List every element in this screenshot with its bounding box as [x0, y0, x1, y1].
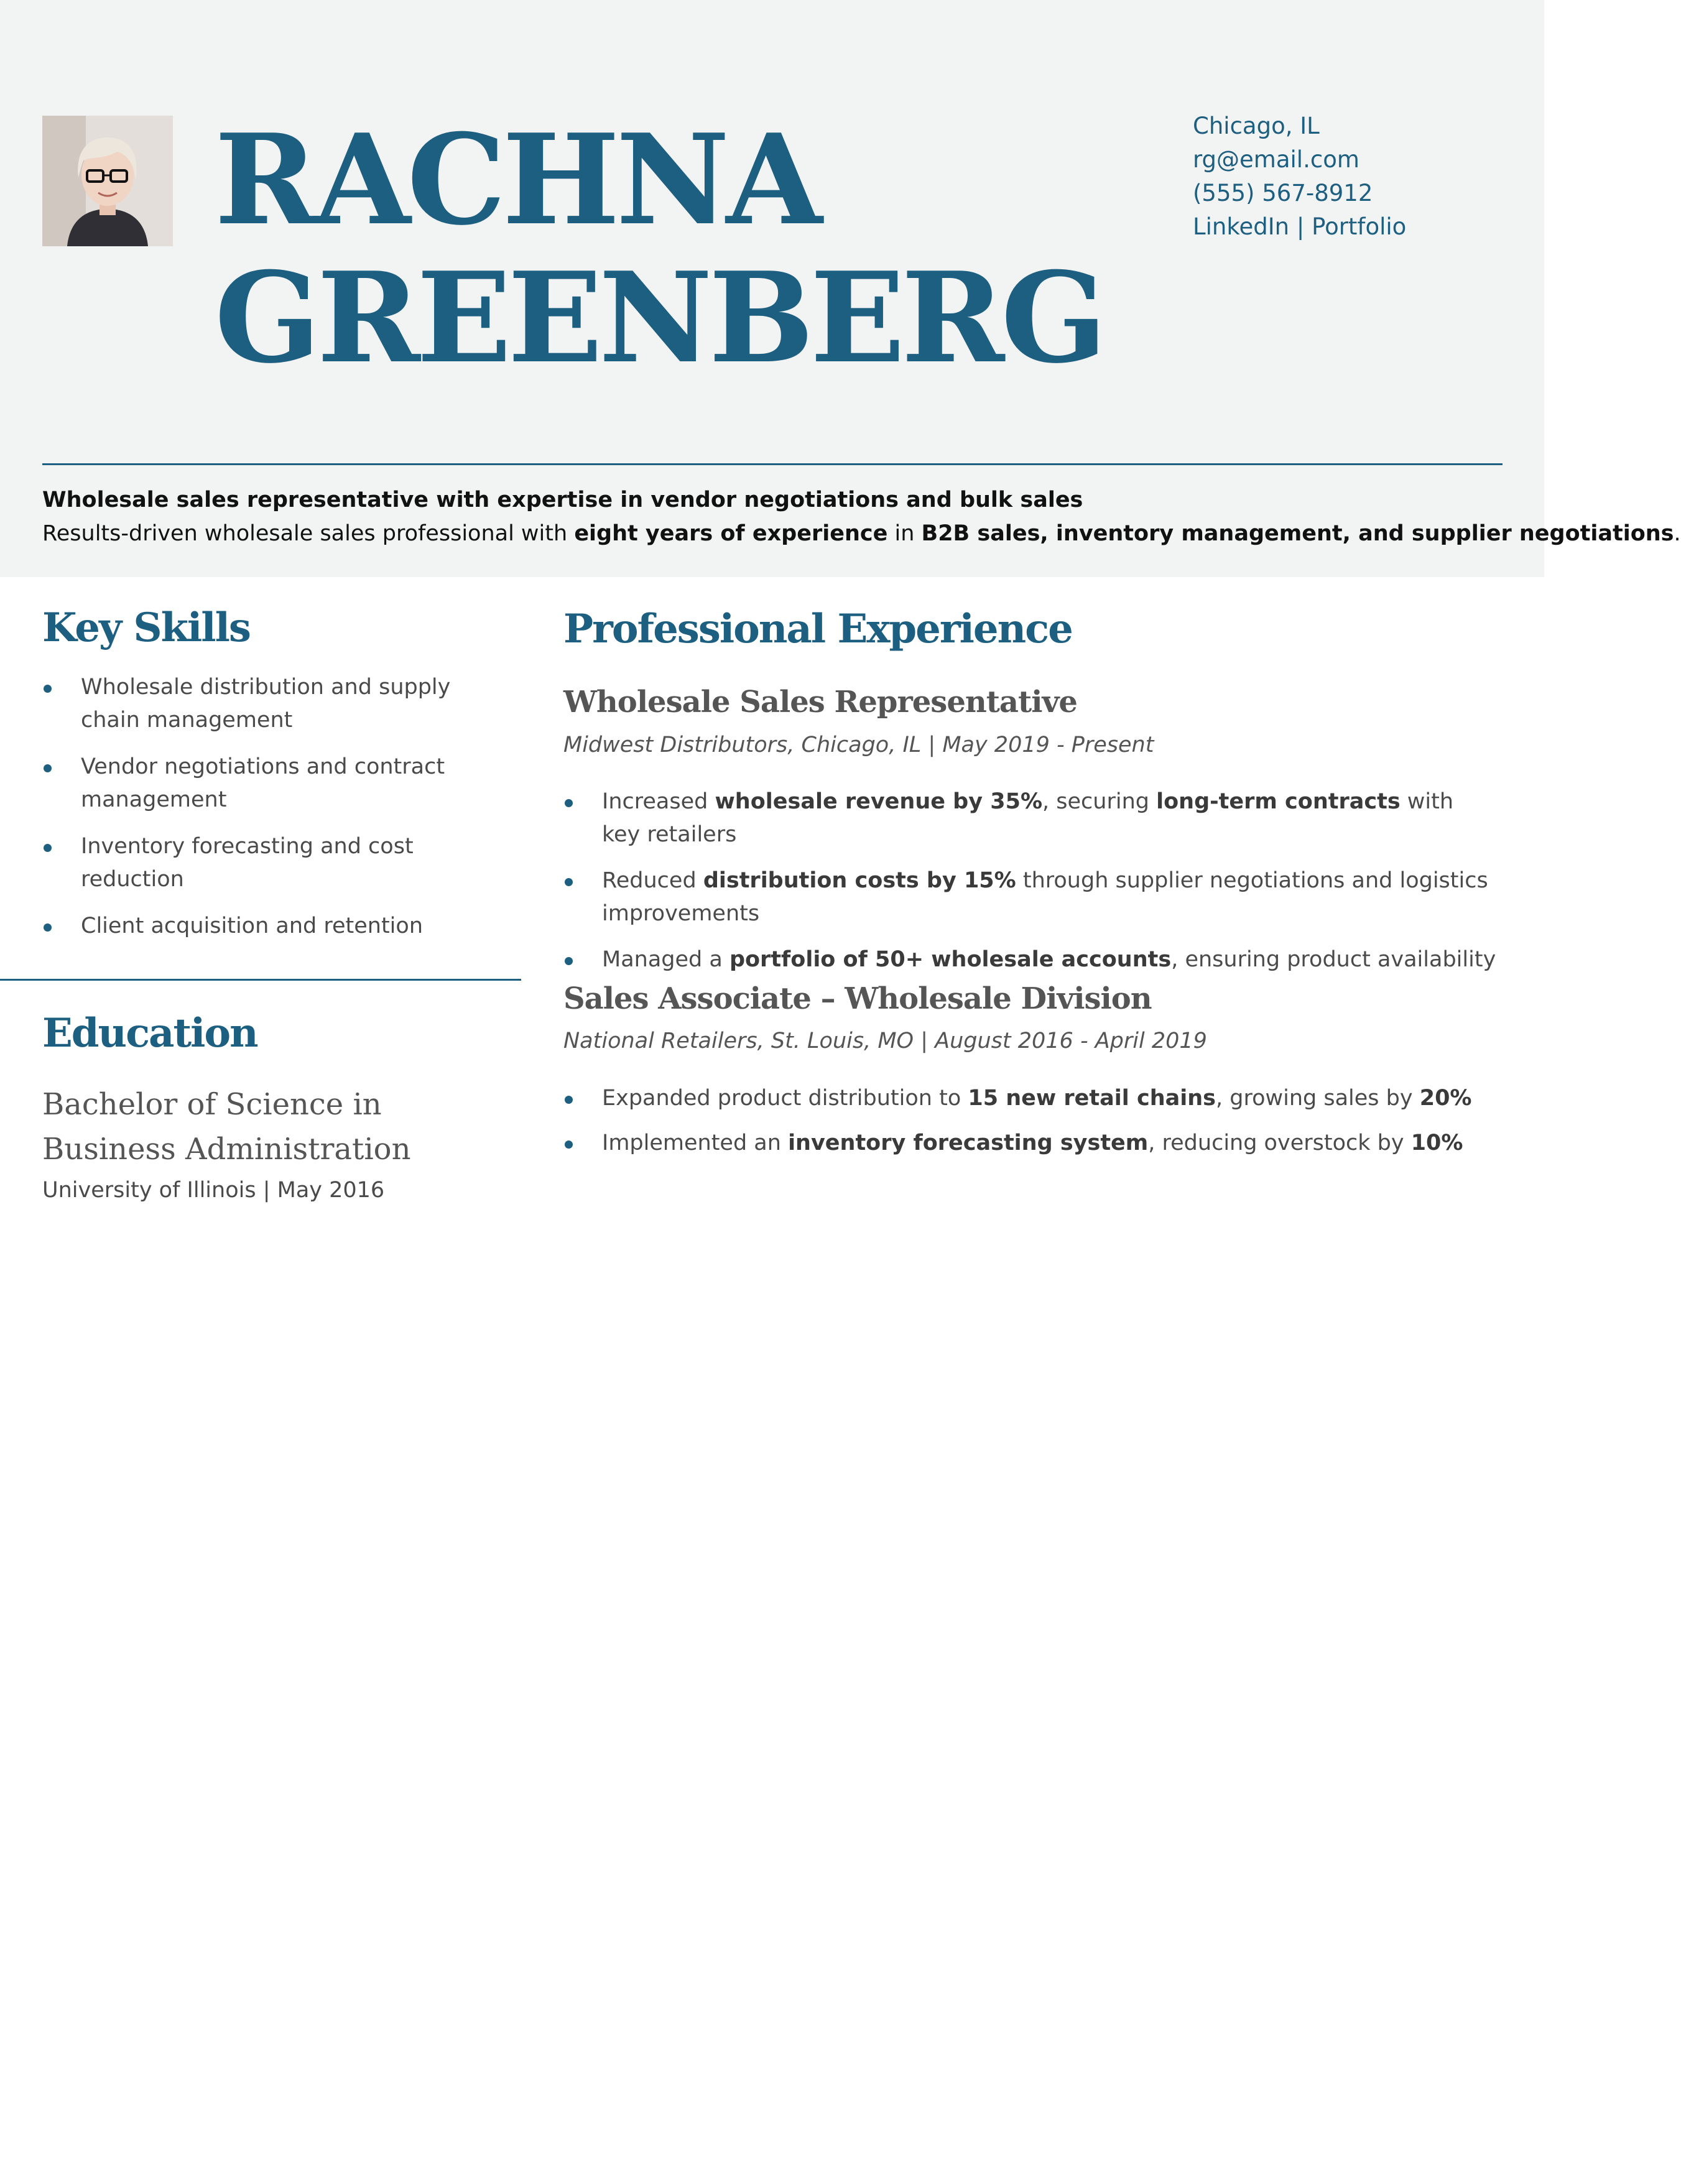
linkedin-link[interactable]: LinkedIn: [1193, 213, 1290, 240]
skill-item: [42, 910, 478, 943]
profile-photo: [42, 116, 173, 246]
bullet-dot: [565, 1096, 573, 1104]
contact-links: [1193, 210, 1406, 244]
header-divider: [42, 463, 1503, 465]
bullet-dot: [565, 1141, 573, 1149]
job-title: Wholesale Sales Representative: [563, 685, 1077, 720]
name-last: GREENBERG: [215, 245, 1104, 391]
job-bullet: [563, 1127, 1496, 1160]
summary-text: [42, 520, 1681, 547]
experience-heading: Professional Experience: [563, 606, 1072, 652]
skill-text: Inventory forecasting and cost reduction: [81, 834, 414, 892]
summary-headline: Wholesale sales representative with expertise in vendor negotiations and bulk sales: [42, 488, 1083, 512]
bullet-dot: [565, 878, 573, 886]
job-bullet: [563, 864, 1496, 930]
bullet-dot: [44, 685, 52, 693]
job-bullet-part: Reduced: [602, 868, 703, 893]
portfolio-link[interactable]: Portfolio: [1312, 213, 1407, 240]
job-bullet-highlight: portfolio of 50+ wholesale accounts: [729, 947, 1172, 972]
job-bullet: [563, 943, 1496, 976]
skill-item: [42, 671, 478, 737]
bullet-dot: [565, 957, 573, 965]
skill-item: [42, 751, 478, 817]
job-bullets: [563, 1082, 1496, 1160]
job-bullet-part: Expanded product distribution to: [602, 1086, 968, 1111]
name-first: RACHNA: [215, 107, 819, 253]
job-bullet-part: Implemented an: [602, 1131, 789, 1155]
bullet-dot: [44, 764, 52, 772]
job-bullet-part: through supplier negotiations and logistics improvements: [602, 868, 1488, 926]
skills-list: [42, 671, 478, 943]
job-bullet: [563, 785, 1496, 851]
summary-text-part: Results-driven wholesale sales professional with: [42, 521, 575, 546]
skill-text: Vendor negotiations and contract management: [81, 754, 445, 812]
job-bullet-part: Managed a: [602, 947, 729, 972]
bullet-dot: [565, 799, 573, 807]
education-heading: Education: [42, 1010, 257, 1057]
header-band: [0, 0, 1681, 577]
job-bullet-highlight: inventory forecasting system: [788, 1131, 1149, 1155]
job-bullet-highlight: wholesale revenue by 35%: [715, 789, 1043, 814]
profile-photo-illustration: [42, 116, 173, 246]
job-bullet-highlight: 20%: [1419, 1086, 1472, 1111]
job-bullet: [563, 1082, 1496, 1115]
job-bullet-highlight: long-term contracts: [1156, 789, 1401, 814]
job-meta: Midwest Distributors, Chicago, IL | May 2019 - Present: [563, 733, 1154, 757]
skill-text: Wholesale distribution and supply chain management: [81, 675, 451, 733]
job-bullet-part: Increased: [602, 789, 715, 814]
job-bullet-part: with key retailers: [602, 789, 1454, 847]
bullet-dot: [44, 844, 52, 852]
skill-item: [42, 830, 478, 896]
job-bullet-part: , reducing overstock by: [1148, 1131, 1411, 1155]
contact-phone[interactable]: (555) 567-8912: [1193, 180, 1373, 206]
skill-text: Client acquisition and retention: [81, 914, 424, 938]
job-bullet-highlight: 15 new retail chains: [968, 1086, 1216, 1111]
contact-separator: |: [1296, 213, 1305, 240]
bullet-dot: [44, 923, 52, 932]
job-bullet-part: , securing: [1042, 789, 1157, 814]
job-bullet-highlight: 10%: [1410, 1131, 1463, 1155]
job-bullet-highlight: distribution costs by 15%: [703, 868, 1016, 893]
education-degree: Bachelor of Science in Business Administration: [42, 1087, 411, 1167]
contact-info: [1193, 109, 1406, 244]
contact-location: Chicago, IL: [1193, 113, 1320, 139]
job-meta: National Retailers, St. Louis, MO | August 2016 - April 2019: [563, 1029, 1207, 1053]
contact-email[interactable]: rg@email.com: [1193, 146, 1359, 173]
job-title: Sales Associate – Wholesale Division: [563, 981, 1152, 1016]
left-column-divider: [0, 979, 521, 981]
job-bullet-part: , ensuring product availability: [1171, 947, 1496, 972]
summary-text-part: in: [887, 521, 922, 546]
job-bullets: [563, 785, 1496, 976]
summary-highlight: B2B sales, inventory management, and supplier negotiations: [921, 521, 1674, 546]
skills-heading: Key Skills: [42, 604, 250, 651]
job-bullet-part: , growing sales by: [1215, 1086, 1420, 1111]
summary-text-part: .: [1674, 521, 1681, 546]
summary-highlight: eight years of experience: [574, 521, 888, 546]
education-school: University of Illinois | May 2016: [42, 1178, 385, 1203]
